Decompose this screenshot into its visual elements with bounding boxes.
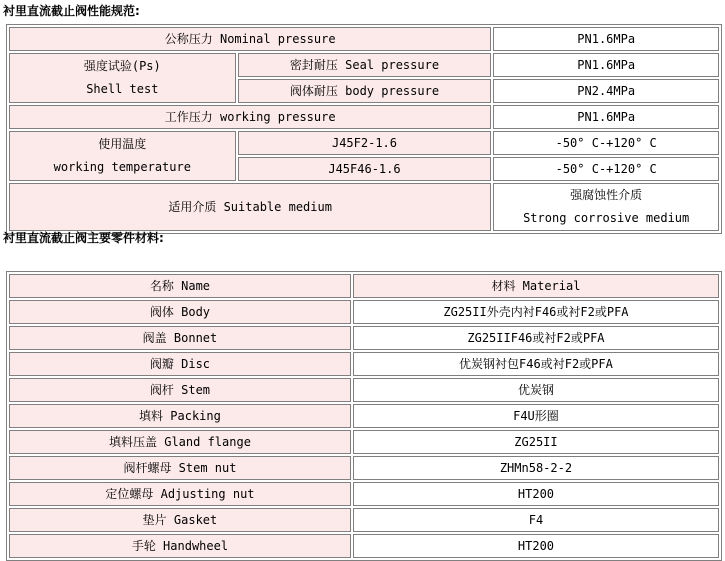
part-name: 填料压盖 Gland flange <box>9 430 351 454</box>
part-name: 垫片 Gasket <box>9 508 351 532</box>
table-row <box>9 508 719 532</box>
part-material: ZG25II外壳内衬F46或衬F2或PFA <box>353 300 719 324</box>
suitable-medium-value-en: Strong corrosive medium <box>523 211 690 225</box>
part-material: F4U形圈 <box>353 404 719 428</box>
nominal-pressure-value: PN1.6MPa <box>493 27 719 51</box>
table-row <box>9 326 719 350</box>
working-pressure-value: PN1.6MPa <box>493 105 719 129</box>
working-temperature-label <box>9 131 236 181</box>
table-row <box>9 300 719 324</box>
model-j45f46-label: J45F46-1.6 <box>238 157 492 181</box>
part-material: 优炭钢 <box>353 378 719 402</box>
strength-test-label <box>9 53 236 103</box>
table-row <box>9 430 719 454</box>
seal-pressure-value: PN1.6MPa <box>493 53 719 77</box>
model-j45f2-label: J45F2-1.6 <box>238 131 492 155</box>
part-material: HT200 <box>353 482 719 506</box>
table-row <box>9 352 719 376</box>
part-material: HT200 <box>353 534 719 558</box>
parts-header-material: 材料 Material <box>353 274 719 298</box>
table-row <box>9 482 719 506</box>
part-material: ZG25II <box>353 430 719 454</box>
parts-table <box>6 271 722 561</box>
nominal-pressure-label: 公称压力 Nominal pressure <box>9 27 491 51</box>
part-material: 优炭钢衬包F46或衬F2或PFA <box>353 352 719 376</box>
part-name: 手轮 Handwheel <box>9 534 351 558</box>
part-name: 阀杆螺母 Stem nut <box>9 456 351 480</box>
table-row <box>9 456 719 480</box>
strength-test-label-en: Shell test <box>86 82 159 96</box>
part-name: 填料 Packing <box>9 404 351 428</box>
table-row <box>9 378 719 402</box>
parts-header-name: 名称 Name <box>9 274 351 298</box>
suitable-medium-label: 适用介质 Suitable medium <box>9 183 491 231</box>
working-temperature-label-cn: 使用温度 <box>98 137 147 151</box>
part-material: ZHMn58-2-2 <box>353 456 719 480</box>
model-j45f2-value: -50° C-+120° C <box>493 131 719 155</box>
spec-heading: 衬里直流截止阀性能规范: <box>3 4 140 18</box>
suitable-medium-value <box>493 183 719 231</box>
parts-heading: 衬里直流截止阀主要零件材料: <box>3 231 164 245</box>
working-temperature-label-en: working temperature <box>53 160 191 174</box>
part-name: 定位螺母 Adjusting nut <box>9 482 351 506</box>
model-j45f46-value: -50° C-+120° C <box>493 157 719 181</box>
part-name: 阀盖 Bonnet <box>9 326 351 350</box>
part-name: 阀瓣 Disc <box>9 352 351 376</box>
part-material: ZG25IIF46或衬F2或PFA <box>353 326 719 350</box>
body-pressure-label: 阀体耐压 body pressure <box>238 79 492 103</box>
body-pressure-value: PN2.4MPa <box>493 79 719 103</box>
strength-test-label-cn: 强度试验(Ps) <box>83 59 161 73</box>
part-name: 阀杆 Stem <box>9 378 351 402</box>
spec-table <box>6 24 722 234</box>
suitable-medium-value-cn: 强腐蚀性介质 <box>570 188 643 202</box>
seal-pressure-label: 密封耐压 Seal pressure <box>238 53 492 77</box>
part-name: 阀体 Body <box>9 300 351 324</box>
table-row <box>9 404 719 428</box>
table-row <box>9 534 719 558</box>
part-material: F4 <box>353 508 719 532</box>
working-pressure-label: 工作压力 working pressure <box>9 105 491 129</box>
